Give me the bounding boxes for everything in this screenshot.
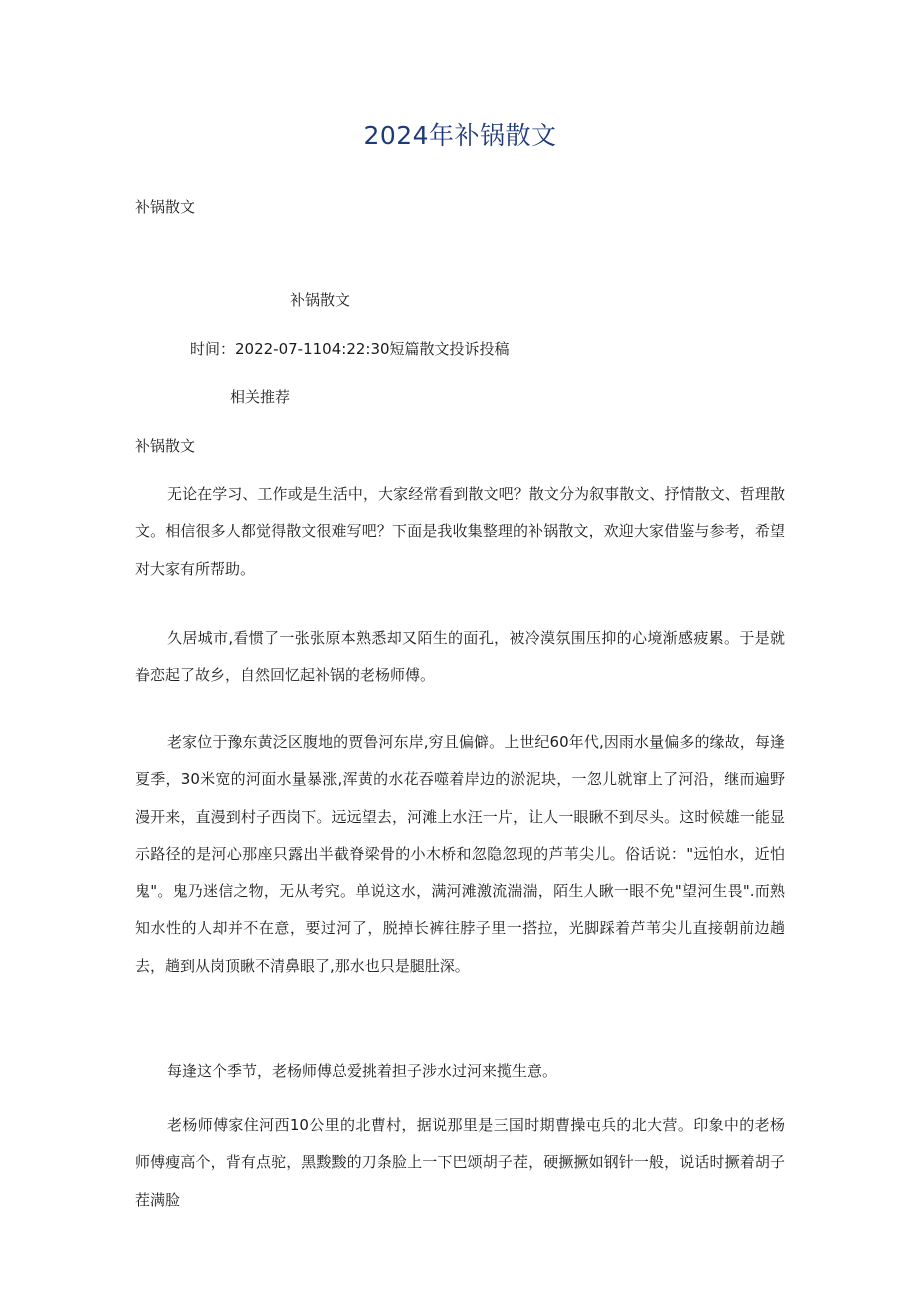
- section-title: 补锅散文: [135, 437, 196, 455]
- document-subtitle: 补锅散文: [135, 198, 196, 216]
- related-recommendations-link[interactable]: 相关推荐: [230, 388, 291, 406]
- paragraph-memory: 久居城市,看惯了一张张原本熟悉却又陌生的面孔，被冷漠氛围压抑的心境渐感疲累。于是就眷恋起了故乡，自然回忆起补锅的老杨师傅。: [135, 629, 785, 685]
- document-title: 2024年补锅散文: [363, 121, 557, 150]
- paragraph-season: 每逢这个季节，老杨师傅总爱挑着担子涉水过河来揽生意。: [167, 1062, 558, 1080]
- article-title: 补锅散文: [290, 291, 351, 309]
- paragraph-hometown: 老家位于豫东黄泛区腹地的贾鲁河东岸,穷且偏僻。上世纪60年代,因雨水量偏多的缘故，每逢夏季，30米宽的河面水量暴涨,浑黄的水花吞噬着岸边的淤泥块，一忽儿就窜上了河沿，继而遍野漫开来，直漫到村子西岗下。远远望去，河滩上水汪一片，让人一眼瞅不到尽头。这时候雄一能显示路径的是河心那座只露出半截脊梁骨的小木桥和忽隐忽现的芦苇尖儿。俗话说："远怕水，近怕鬼"。鬼乃迷信之物，无从考究。单说这水，满河滩激流湍湍，陌生人瞅一眼不免"望河生畏".而熟知水性的人却并不在意，要过河了，脱掉长裤往脖子里一搭拉，光脚踩着芦苇尖儿直接朝前边趟去，趟到从岗顶瞅不清鼻眼了,那水也只是腿肚深。: [135, 733, 785, 975]
- paragraph-intro: 无论在学习、工作或是生活中，大家经常看到散文吧？散文分为叙事散文、抒情散文、哲理散文。相信很多人都觉得散文很难写吧？下面是我收集整理的补锅散文，欢迎大家借鉴与参考，希望对大家有所帮助。: [135, 485, 785, 578]
- article-meta: 时间：2022-07-1104:22:30短篇散文投诉投稿: [190, 340, 510, 358]
- paragraph-master-yang: 老杨师傅家住河西10公里的北曹村，据说那里是三国时期曹操屯兵的北大营。印象中的老杨师傅瘦高个，背有点驼，黑黢黢的刀条脸上一下巴颂胡子茬，硬撅撅如钢针一般，说话时撅着胡子茬满脸: [135, 1116, 785, 1209]
